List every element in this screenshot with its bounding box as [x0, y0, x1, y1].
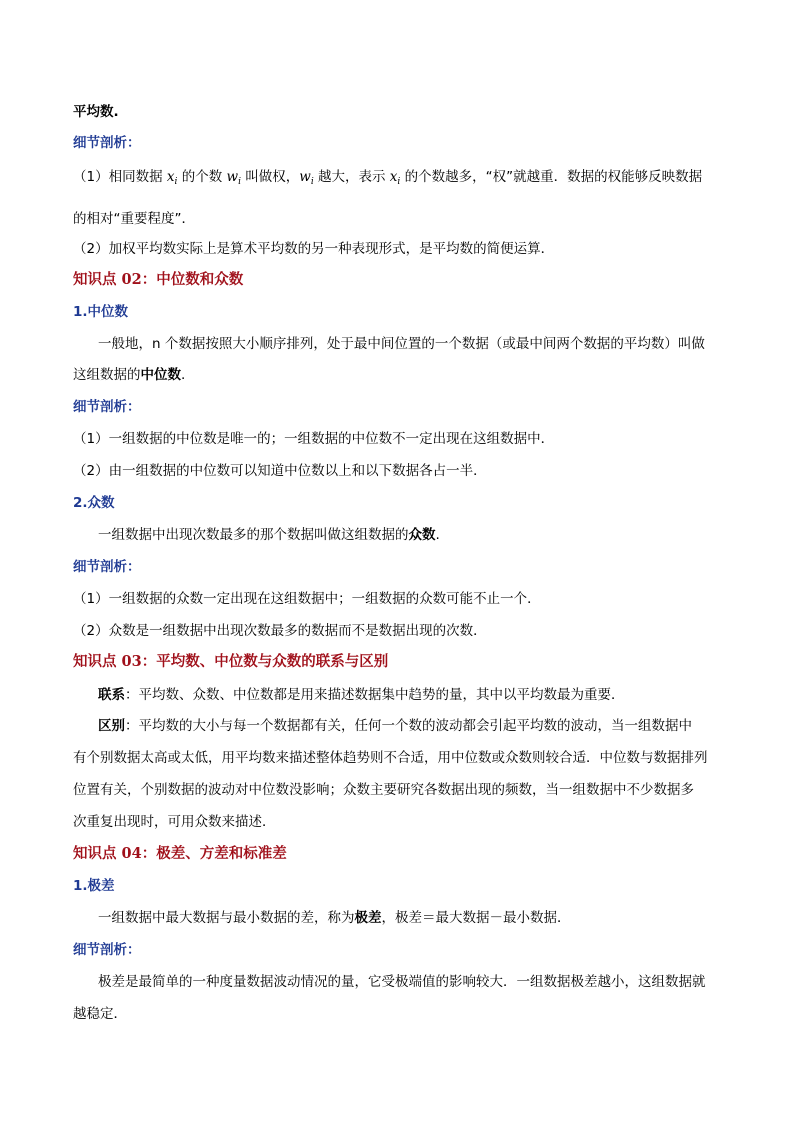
median-point-1: （1）一组数据的中位数是唯一的；一组数据的中位数不一定出现在这组数据中． — [73, 431, 555, 447]
term-range: 极差 — [354, 910, 382, 926]
range-analysis: 极差是最简单的一种度量数据波动情况的量，它受极端值的影响较大．一组数据极差越小，这组数据就 — [98, 974, 706, 990]
difference-text-cont-2: 位置有关，个别数据的波动对中位数没影响；众数主要研究各数据出现的频数，当一组数据中不少数据多 — [73, 782, 694, 798]
continued-title: 平均数. — [73, 104, 119, 120]
term-mode: 众数 — [408, 527, 436, 543]
range-analysis-cont: 越稳定． — [73, 1006, 127, 1022]
section-heading-kp04: 知识点 04：极差、方差和标准差 — [73, 845, 287, 862]
analysis-label: 细节剖析： — [73, 559, 141, 575]
mode-point-1: （1）一组数据的众数一定出现在这组数据中；一组数据的众数可能不止一个． — [73, 591, 541, 607]
analysis-point-2: （2）加权平均数实际上是算术平均数的另一种表现形式，是平均数的简便运算． — [73, 241, 555, 257]
mode-point-2: （2）众数是一组数据中出现次数最多的数据而不是数据出现的次数． — [73, 623, 487, 639]
analysis-label: 细节剖析： — [73, 135, 141, 151]
difference-text-cont-3: 次重复出现时，可用众数来描述． — [73, 814, 276, 830]
label-difference: 区别 — [98, 718, 125, 734]
difference-text: 区别：平均数的大小与每一个数据都有关，任何一个数的波动都会引起平均数的波动，当一组数据中 — [98, 718, 692, 734]
section-heading-kp03: 知识点 03：平均数、中位数与众数的联系与区别 — [73, 653, 389, 670]
mode-definition: 一组数据中出现次数最多的那个数据叫做这组数据的众数. — [98, 527, 440, 543]
analysis-point-1: （1）相同数据 $x_i$ 的个数 $w_i$ 叫做权，$w_i$ 越大，表示 $x_i$ 的个数越多，“权”就越重．数据的权能够反映数据 — [73, 169, 703, 187]
median-definition: 一般地，n 个数据按照大小顺序排列，处于最中间位置的一个数据（或最中间两个数据的平均数）叫做 — [98, 336, 705, 352]
relation-text: 联系：平均数、众数、中位数都是用来描述数据集中趋势的量，其中以平均数最为重要． — [98, 687, 625, 703]
median-definition-cont: 这组数据的中位数. — [73, 367, 186, 383]
subheading-range: 1.极差 — [73, 878, 115, 894]
analysis-label: 细节剖析： — [73, 942, 141, 958]
term-median: 中位数 — [140, 367, 181, 383]
range-definition: 一组数据中最大数据与最小数据的差，称为极差，极差＝最大数据－最小数据． — [98, 910, 571, 926]
difference-text-cont-1: 有个别数据太高或太低，用平均数来描述整体趋势则不合适，用中位数或众数则较合适．中位数与数据排列 — [73, 750, 708, 766]
subheading-median: 1.中位数 — [73, 304, 129, 320]
analysis-point-1-cont: 的相对“重要程度”． — [73, 211, 195, 227]
section-heading-kp02: 知识点 02：中位数和众数 — [73, 271, 244, 288]
median-point-2: （2）由一组数据的中位数可以知道中位数以上和以下数据各占一半． — [73, 463, 487, 479]
analysis-label: 细节剖析： — [73, 399, 141, 415]
label-relation: 联系 — [98, 687, 125, 703]
subheading-mode: 2.众数 — [73, 495, 115, 511]
